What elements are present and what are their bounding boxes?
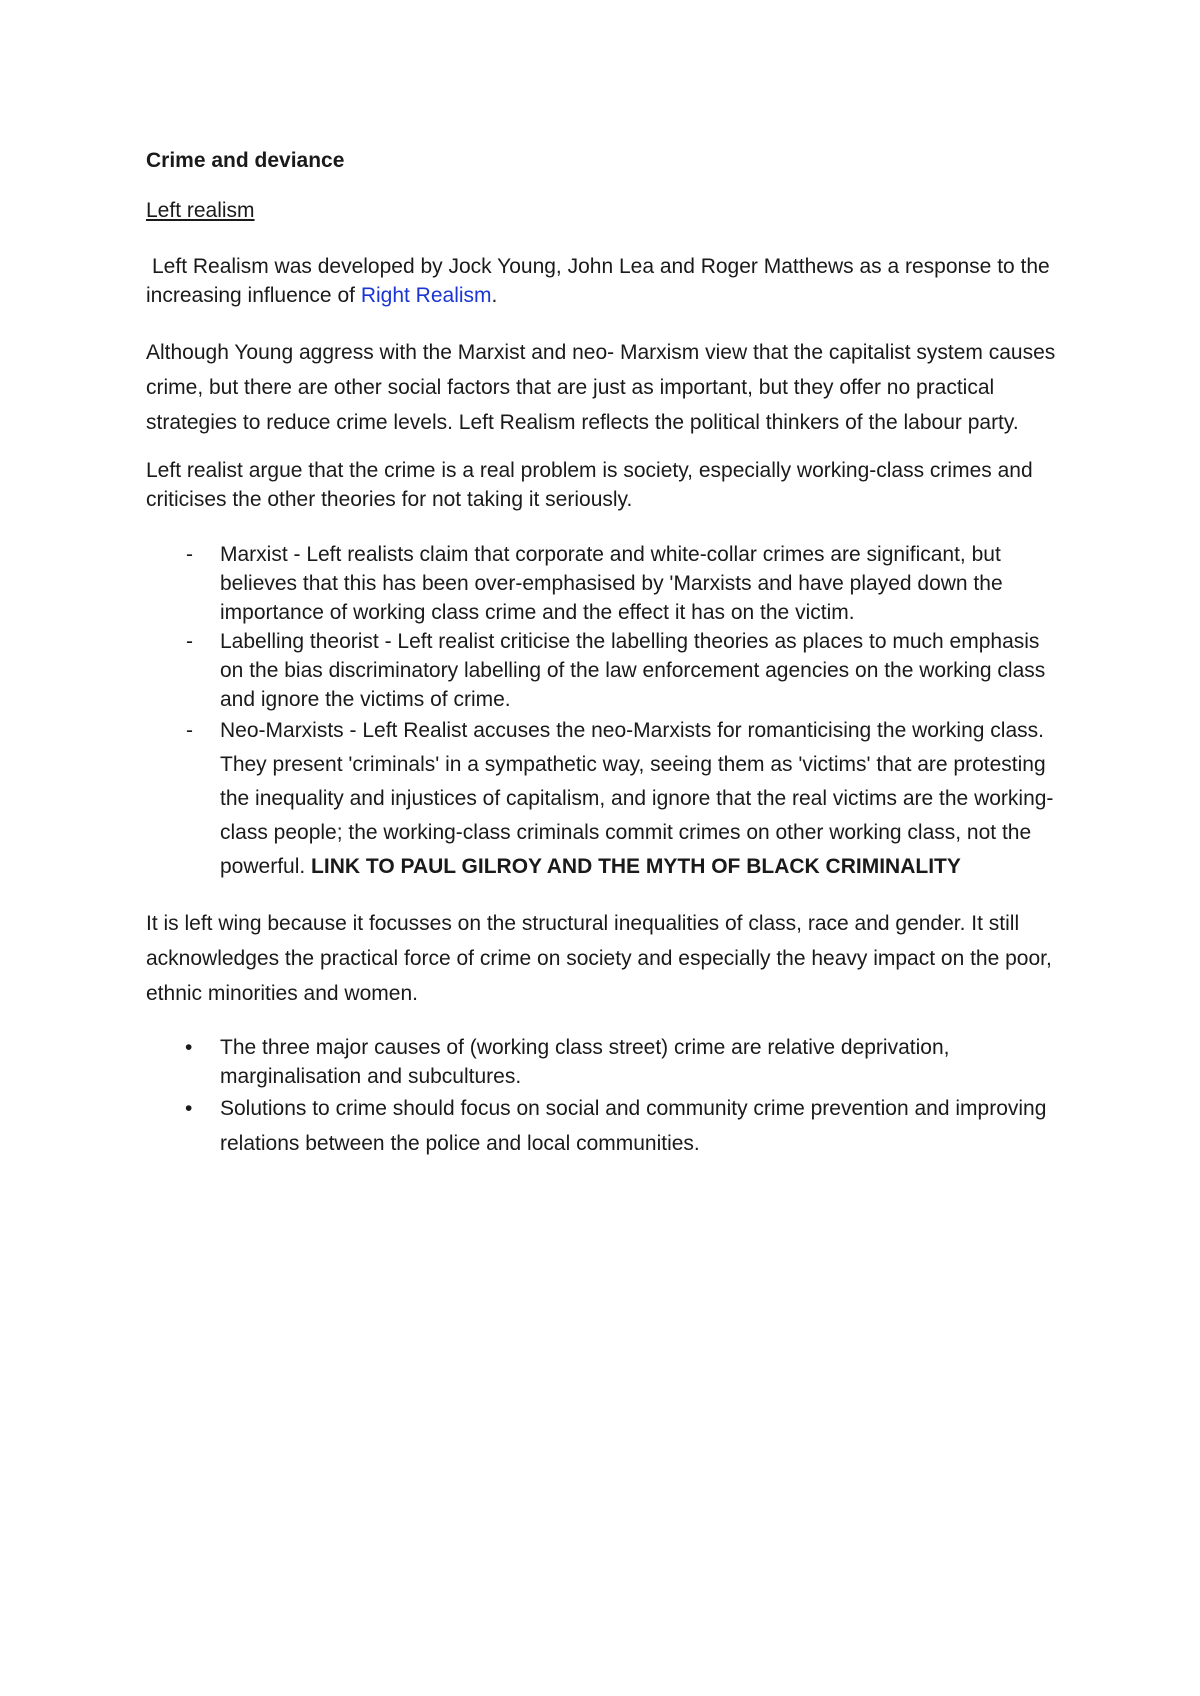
list-item-text: Marxist - Left realists claim that corporate and white-collar crimes are significant, but believes that this has been over-emphasised by 'Marxists and have played down the importance of working class crime and the effect it has on the victim. xyxy=(220,543,1003,624)
document-title: Crime and deviance xyxy=(146,149,345,172)
list-item xyxy=(146,714,1066,884)
list-item-text: Solutions to crime should focus on social and community crime prevention and improving relations between the police and local communities. xyxy=(220,1097,1047,1155)
list-item xyxy=(146,1033,1066,1091)
causes-list xyxy=(146,1033,1066,1161)
bullet-marker: • xyxy=(185,1097,193,1120)
list-item xyxy=(146,627,1066,714)
dash-marker: - xyxy=(186,719,193,742)
right-realism-link[interactable]: Right Realism xyxy=(360,284,492,307)
gilroy-link-text: LINK TO PAUL GILROY AND THE MYTH OF BLACK CRIMINALITY xyxy=(311,855,961,878)
intro-paragraph xyxy=(146,252,1066,310)
list-item-text: The three major causes of (working class street) crime are relative deprivation, marginalisation and subcultures. xyxy=(220,1036,950,1088)
bullet-marker: • xyxy=(185,1036,193,1059)
intro-text-end: . xyxy=(491,284,498,307)
list-item-text: Labelling theorist - Left realist criticise the labelling theories as places to much emphasis on the bias discriminatory labelling of the law enforcement agencies on the working class and ignore the victims of crime. xyxy=(220,630,1046,711)
criticism-list xyxy=(146,540,1066,884)
document-body xyxy=(146,146,1066,1161)
paragraph-marxism: Although Young aggress with the Marxist and neo- Marxism view that the capitalist system causes crime, but there are other social factors that are just as important, but they offer no practical strategies to reduce crime levels. Left Realism reflects the political thinkers of the labour party. xyxy=(146,341,1056,434)
dash-marker: - xyxy=(186,630,193,653)
dash-marker: - xyxy=(186,543,193,566)
list-item xyxy=(146,1091,1066,1161)
list-item-text: Neo-Marxists - Left Realist accuses the neo-Marxists for romanticising the working class. They present 'criminals' in a sympathetic way, seeing them as 'victims' that are protesting the inequality and injustices of capitalism, and ignore that the real victims are the working-class people; the working-class criminals commit crimes on other working class, not the powerful. xyxy=(220,719,1054,878)
paragraph-left-wing: It is left wing because it focusses on the structural inequalities of class, race and gender. It still acknowledges the practical force of crime on society and especially the heavy impact on the poor, ethnic minorities and women. xyxy=(146,912,1052,1005)
intro-text: Left Realism was developed by Jock Young, John Lea and Roger Matthews as a response to the increasing influence of xyxy=(146,255,1050,307)
list-item xyxy=(146,540,1066,627)
section-heading: Left realism xyxy=(146,199,255,222)
paragraph-real-problem: Left realist argue that the crime is a real problem is society, especially working-class crimes and criticises the other theories for not taking it seriously. xyxy=(146,459,1033,511)
